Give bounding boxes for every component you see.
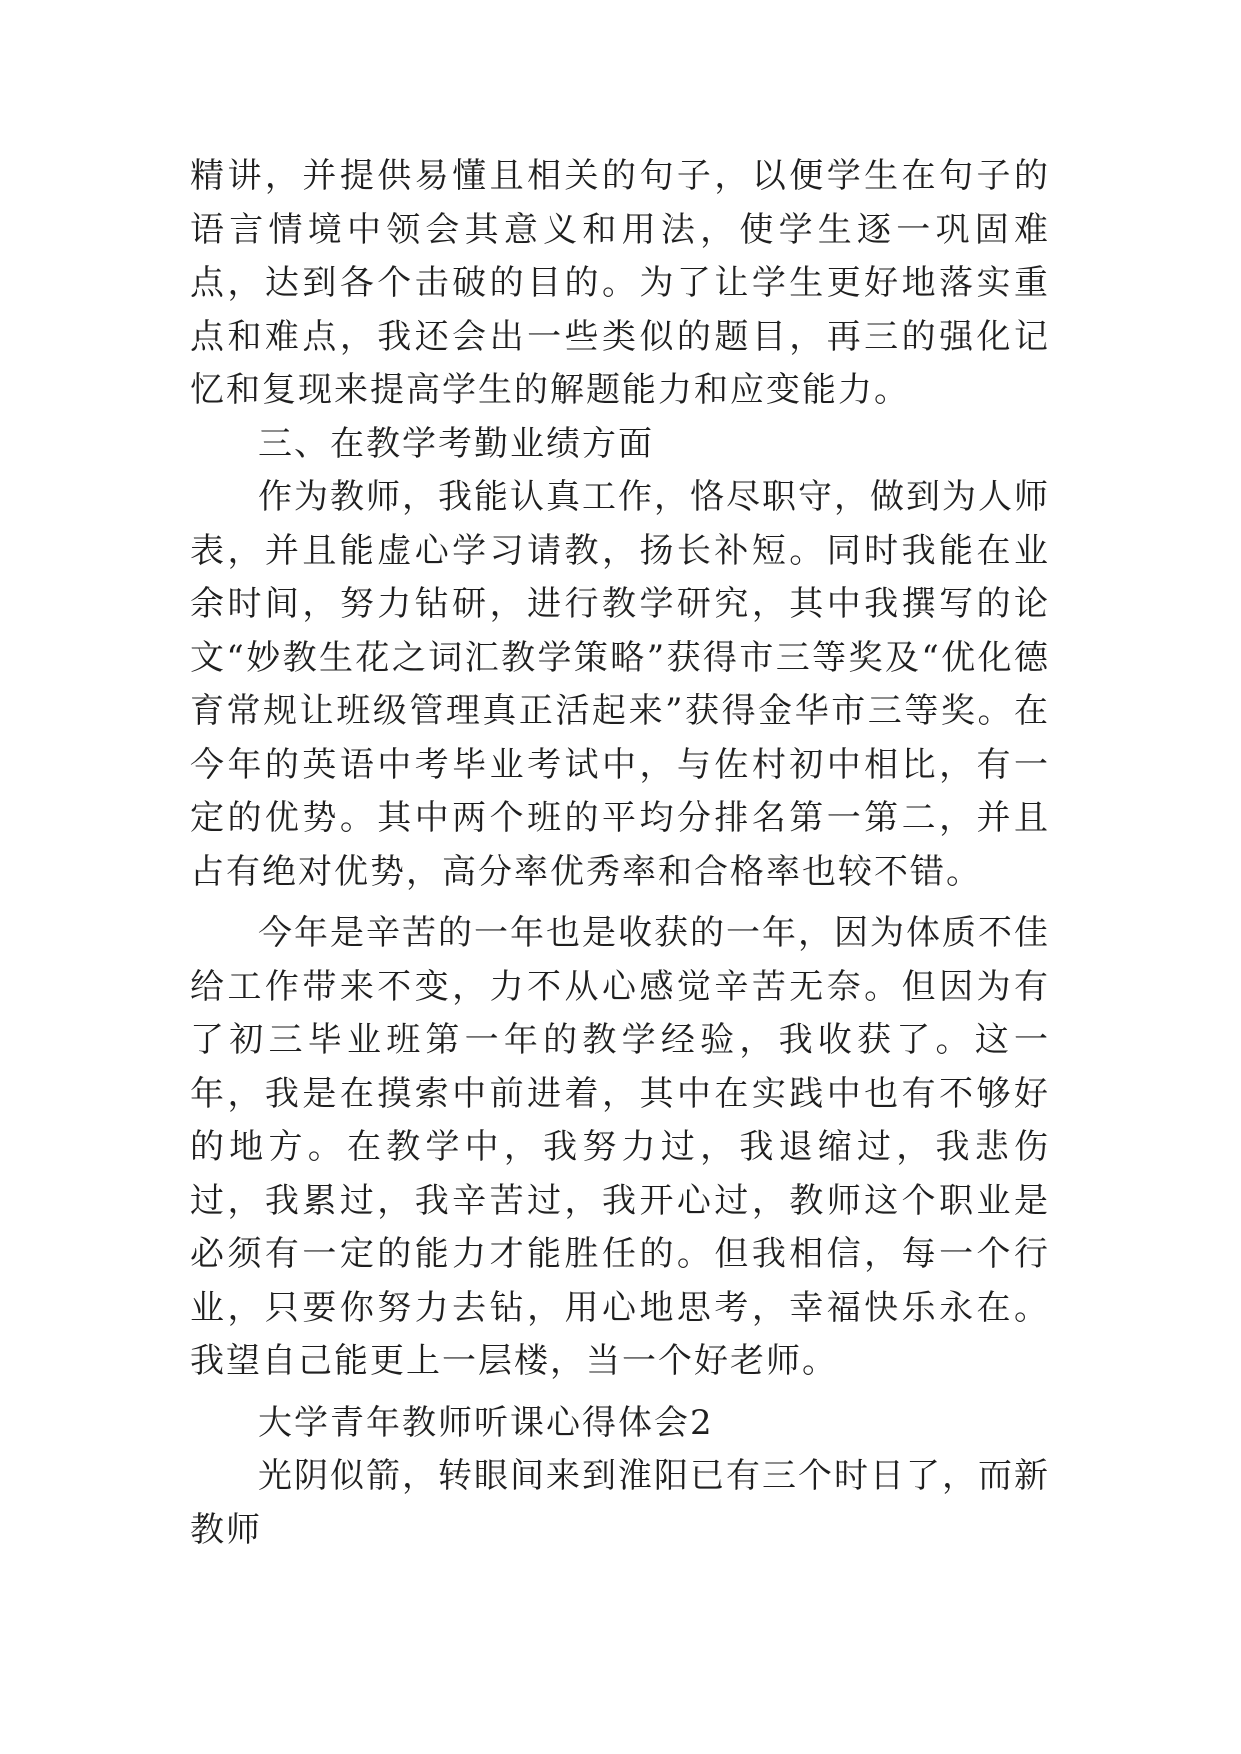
document-body [190,150,1050,1557]
article-title: 大学青年教师听课心得体会2 [258,1402,714,1443]
paragraph-continuation: 精讲，并提供易懂且相关的句子，以便学生在句子的语言情境中领会其意义和用法，使学生逐一巩固难点，达到各个击破的目的。为了让学生更好地落实重点和难点，我还会出一些类似的题目，再三的强化记忆和复现来提高学生的解题能力和应变能力。 [190,156,1050,410]
paragraph: 今年是辛苦的一年也是收获的一年，因为体质不佳给工作带来不变，力不从心感觉辛苦无奈。但因为有了初三毕业班第一年的教学经验，我收获了。这一年，我是在摸索中前进着，其中在实践中也有不够好的地方。在教学中，我努力过，我退缩过，我悲伤过，我累过，我辛苦过，我开心过，教师这个职业是必须有一定的能力才能胜任的。但我相信，每一个行业，只要你努力去钻，用心地思考，幸福快乐永在。我望自己能更上一层楼，当一个好老师。 [190,913,1050,1381]
section-heading: 三、在教学考勤业绩方面 [258,423,654,464]
paragraph: 光阴似箭，转眼间来到淮阳已有三个时日了，而新教师 [190,1456,1050,1550]
paragraph: 作为教师，我能认真工作，恪尽职守，做到为人师表，并且能虚心学习请教，扬长补短。同时我能在业余时间，努力钻研，进行教学研究，其中我撰写的论文“妙教生花之词汇教学策略”获得市三等奖及“优化德育常规让班级管理真正活起来”获得金华市三等奖。在今年的英语中考毕业考试中，与佐村初中相比，有一定的优势。其中两个班的平均分排名第一第二，并且占有绝对优势，高分率优秀率和合格率也较不错。 [190,477,1050,892]
